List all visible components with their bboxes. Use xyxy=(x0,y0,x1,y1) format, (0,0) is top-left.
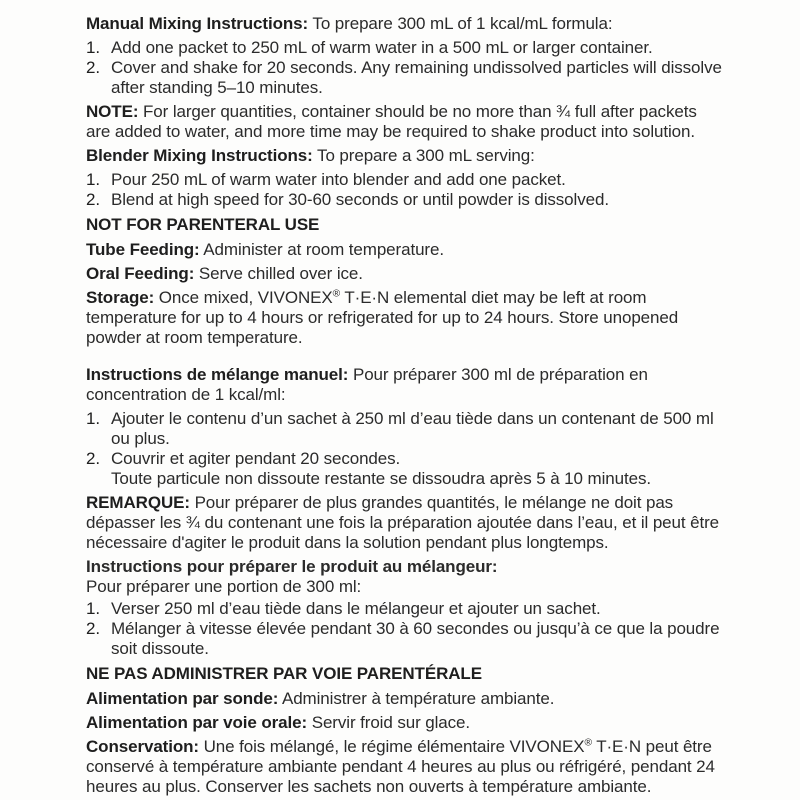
manual-mixing-label-fr: Instructions de mélange manuel: xyxy=(86,365,349,384)
list-item-line-2: Toute particule non dissoute restante se dissoudra après 5 à 10 minutes. xyxy=(111,469,651,488)
list-item-text: Pour 250 mL of warm water into blender and add one packet. xyxy=(111,170,566,189)
conservation-label: Conservation: xyxy=(86,737,199,756)
list-item-number: 2. xyxy=(86,58,100,77)
blender-mixing-label-fr: Instructions pour préparer le produit au mélangeur: xyxy=(86,557,498,576)
manual-mixing-paragraph-fr xyxy=(86,365,722,405)
list-item xyxy=(86,58,722,98)
list-item xyxy=(86,619,722,659)
tube-feeding-label: Tube Feeding: xyxy=(86,240,200,259)
list-item-number: 2. xyxy=(86,190,100,209)
blender-mixing-paragraph xyxy=(86,146,722,166)
oral-feeding-paragraph xyxy=(86,264,722,284)
blender-mixing-steps-fr xyxy=(86,599,722,659)
list-item xyxy=(86,190,722,210)
oral-feeding-text-fr: Servir froid sur glace. xyxy=(311,713,471,732)
list-item-text xyxy=(111,449,722,489)
list-item-text: Ajouter le contenu d’un sachet à 250 ml d’eau tiède dans un contenant de 500 ml ou plus. xyxy=(111,409,714,448)
blender-mixing-intro-fr: Pour préparer une portion de 300 ml: xyxy=(86,577,362,596)
list-item-number: 2. xyxy=(86,619,100,638)
blender-mixing-steps xyxy=(86,170,722,210)
oral-feeding-label: Oral Feeding: xyxy=(86,264,195,283)
tube-feeding-label-fr: Alimentation par sonde: xyxy=(86,689,279,708)
conservation-text-pre: Une fois mélangé, le régime élémentaire VIVONEX xyxy=(203,737,585,756)
blender-mixing-intro: To prepare a 300 mL serving: xyxy=(317,146,535,165)
storage-label: Storage: xyxy=(86,288,155,307)
list-item-number: 1. xyxy=(86,409,100,428)
storage-text-pre: Once mixed, VIVONEX xyxy=(158,288,333,307)
list-item-number: 1. xyxy=(86,38,100,57)
storage-text-post: T·E·N elemental diet may be left at room temperature for up to 4 hours or refrigerated for up to 24 hours. Store unopened powder at room temperature. xyxy=(86,288,679,347)
list-item-number: 2. xyxy=(86,449,100,468)
list-item-text: Cover and shake for 20 seconds. Any remaining undissolved particles will dissolve after standing 5–10 minutes. xyxy=(111,58,722,97)
section-english xyxy=(86,14,722,348)
conservation-text-post: T·E·N peut être conservé à température ambiante pendant 4 heures au plus ou réfrigéré, pendant 24 heures au plus. Conserver les sachets non ouverts à température ambiante. xyxy=(86,737,715,796)
oral-feeding-text: Serve chilled over ice. xyxy=(198,264,363,283)
list-item xyxy=(86,449,722,489)
manual-mixing-intro: To prepare 300 mL of 1 kcal/mL formula: xyxy=(312,14,613,33)
registered-trademark-symbol: ® xyxy=(332,288,341,300)
list-item-number: 1. xyxy=(86,170,100,189)
list-item-text: Verser 250 ml d’eau tiède dans le mélangeur et ajouter un sachet. xyxy=(111,599,601,618)
parenteral-warning-en: NOT FOR PARENTERAL USE xyxy=(86,215,320,234)
note-label: NOTE: xyxy=(86,102,139,121)
tube-feeding-paragraph-fr xyxy=(86,689,722,709)
section-french xyxy=(86,365,722,797)
manual-mixing-steps xyxy=(86,38,722,98)
conservation-paragraph xyxy=(86,737,722,797)
parenteral-warning-fr: NE PAS ADMINISTRER PAR VOIE PARENTÉRALE xyxy=(86,664,482,683)
blender-mixing-label: Blender Mixing Instructions: xyxy=(86,146,313,165)
note-paragraph xyxy=(86,102,722,142)
list-item-number: 1. xyxy=(86,599,100,618)
manual-mixing-label: Manual Mixing Instructions: xyxy=(86,14,309,33)
registered-trademark-symbol: ® xyxy=(584,737,592,749)
manual-mixing-steps-fr xyxy=(86,409,722,489)
tube-feeding-paragraph xyxy=(86,240,722,260)
list-item-line-1: Couvrir et agiter pendant 20 secondes. xyxy=(111,449,401,468)
list-item-text: Blend at high speed for 30-60 seconds or until powder is dissolved. xyxy=(111,190,609,209)
list-item xyxy=(86,170,722,190)
storage-paragraph xyxy=(86,288,722,348)
list-item xyxy=(86,409,722,449)
note-text: For larger quantities, container should be no more than ¾ full after packets are added to water, and more time may be required to shake product into solution. xyxy=(86,102,697,141)
list-item-text: Mélanger à vitesse élevée pendant 30 à 60 secondes ou jusqu’à ce que la poudre soit dissoute. xyxy=(111,619,720,658)
remarque-paragraph xyxy=(86,493,722,553)
storage-text xyxy=(86,288,678,347)
list-item xyxy=(86,599,722,619)
remarque-text: Pour préparer de plus grandes quantités, le mélange ne doit pas dépasser les ¾ du contenant une fois la préparation ajoutée dans l’eau, et il peut être nécessaire d'agiter le produit dans la solution pendant plus longtemps. xyxy=(86,493,720,552)
list-item xyxy=(86,38,722,58)
oral-feeding-paragraph-fr xyxy=(86,713,722,733)
oral-feeding-label-fr: Alimentation par voie orale: xyxy=(86,713,308,732)
remarque-label: REMARQUE: xyxy=(86,493,190,512)
manual-mixing-paragraph xyxy=(86,14,722,34)
list-item-text: Add one packet to 250 mL of warm water in a 500 mL or larger container. xyxy=(111,38,653,57)
tube-feeding-text: Administer at room temperature. xyxy=(203,240,444,259)
manual-mixing-intro-fr: Pour préparer 300 ml de préparation en concentration de 1 kcal/ml: xyxy=(86,365,648,404)
tube-feeding-text-fr: Administrer à température ambiante. xyxy=(281,689,555,708)
